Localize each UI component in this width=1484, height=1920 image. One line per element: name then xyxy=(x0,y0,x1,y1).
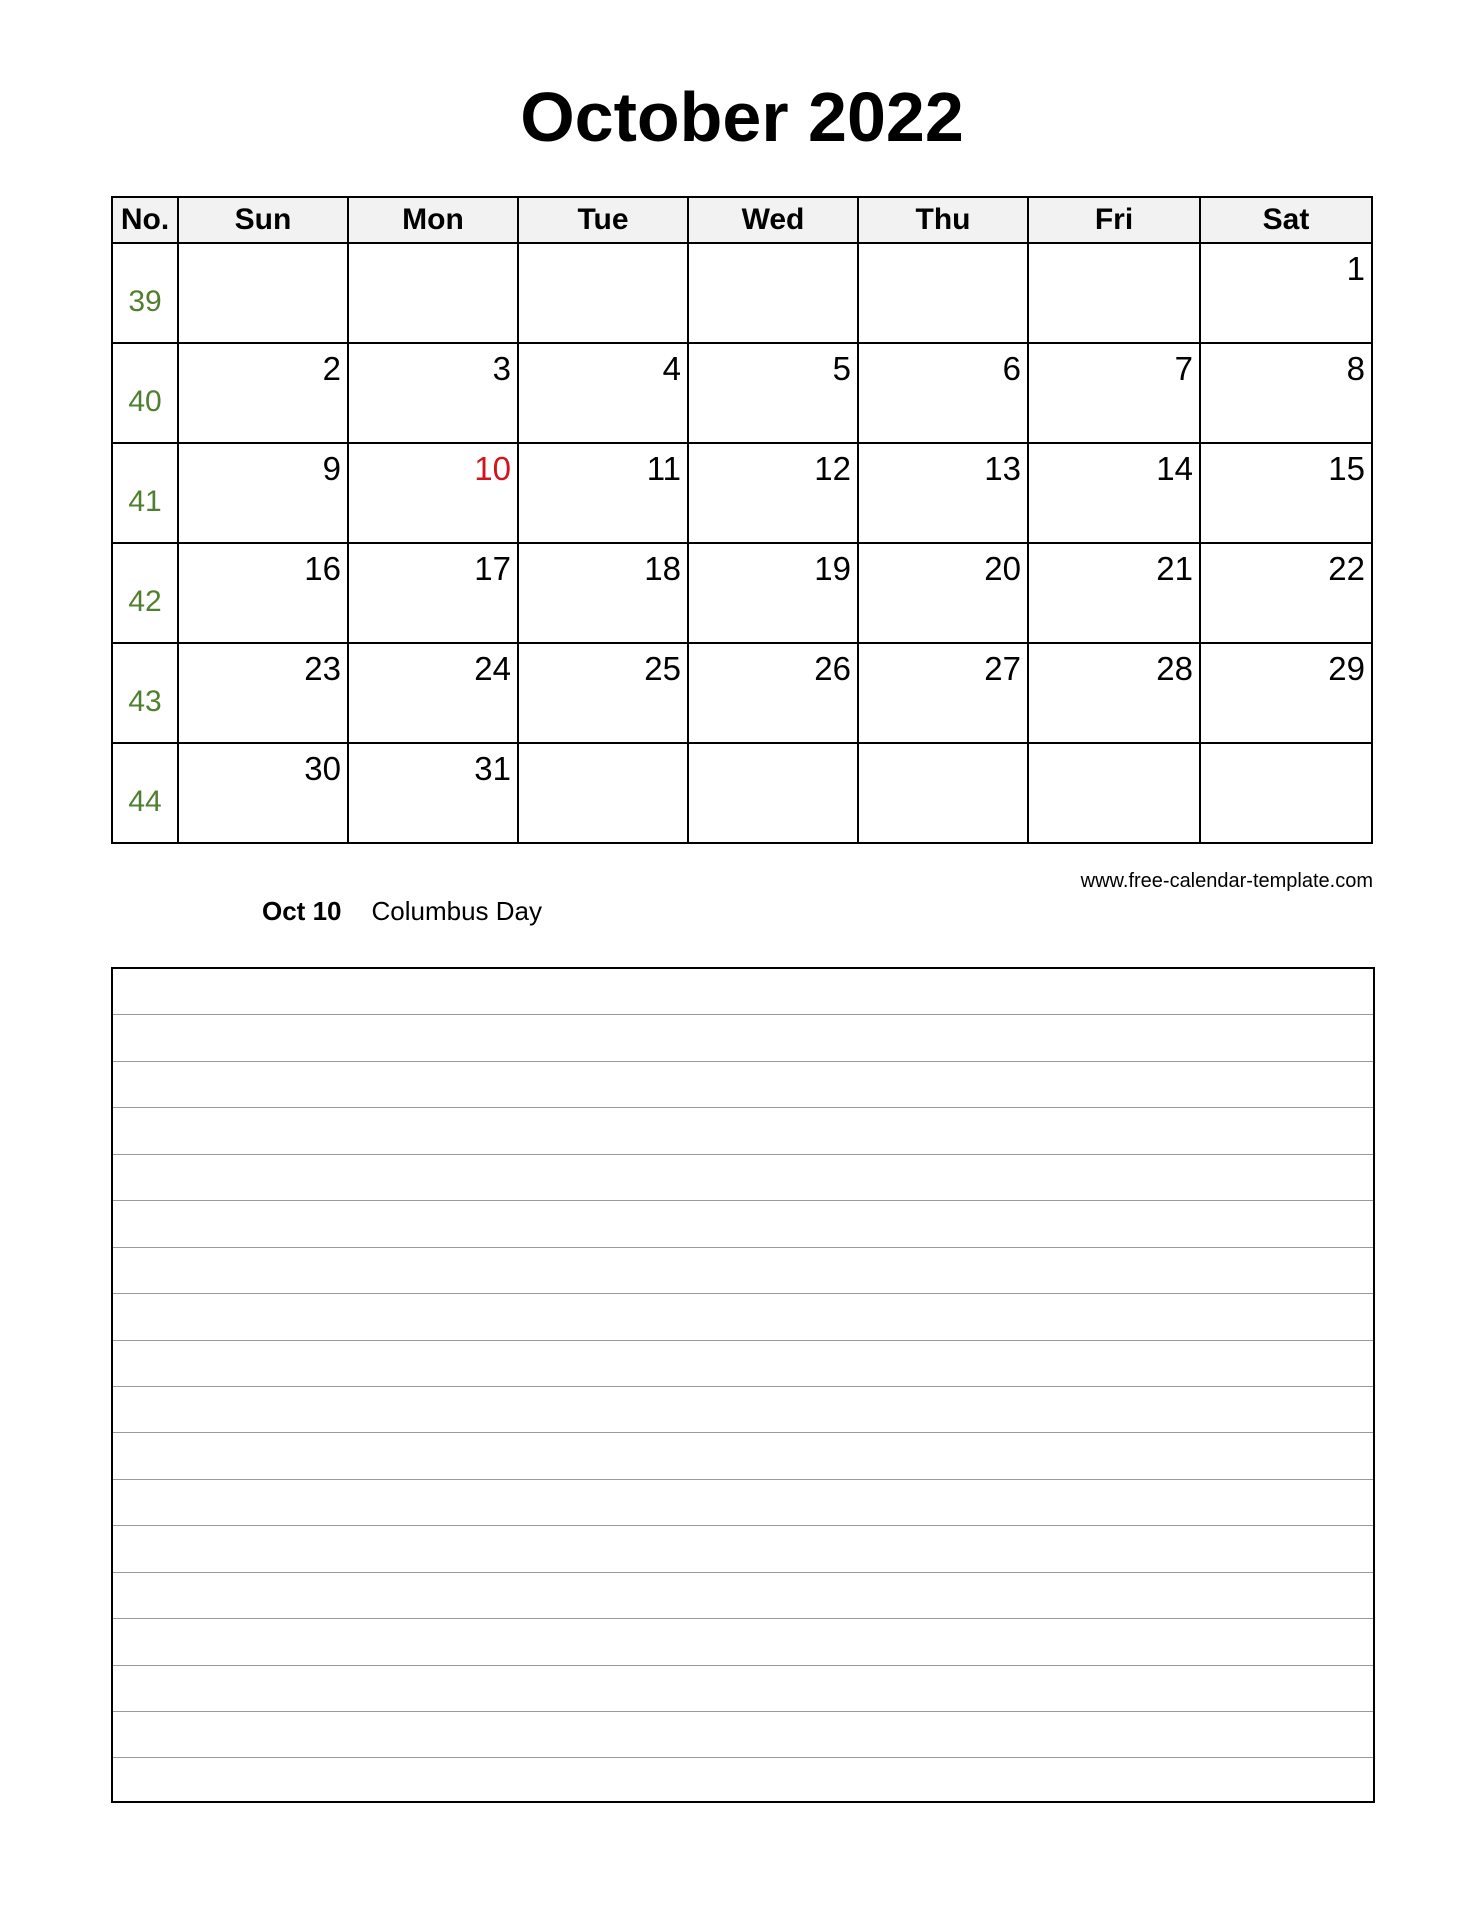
day-cell-fri xyxy=(1028,243,1200,343)
note-line xyxy=(113,1155,1373,1201)
note-line xyxy=(113,1573,1373,1619)
day-cell-tue: 25 xyxy=(518,643,688,743)
day-cell-mon: 10 xyxy=(348,443,518,543)
day-cell-tue xyxy=(518,743,688,843)
day-cell-mon: 3 xyxy=(348,343,518,443)
day-cell-fri: 28 xyxy=(1028,643,1200,743)
calendar-title: October 2022 xyxy=(520,78,964,156)
header-mon: Mon xyxy=(348,197,518,243)
week-row xyxy=(112,243,1372,343)
note-line xyxy=(113,1666,1373,1712)
header-thu: Thu xyxy=(858,197,1028,243)
day-cell-sun: 9 xyxy=(178,443,348,543)
day-cell-thu: 20 xyxy=(858,543,1028,643)
note-line xyxy=(113,1387,1373,1433)
header-wed: Wed xyxy=(688,197,858,243)
note-line xyxy=(113,1712,1373,1758)
day-cell-wed xyxy=(688,743,858,843)
day-cell-tue: 4 xyxy=(518,343,688,443)
website-credit: www.free-calendar-template.com xyxy=(1080,870,1373,892)
day-cell-sun: 2 xyxy=(178,343,348,443)
day-cell-mon xyxy=(348,243,518,343)
day-cell-fri: 21 xyxy=(1028,543,1200,643)
day-cell-sat: 22 xyxy=(1200,543,1372,643)
note-line xyxy=(113,1526,1373,1572)
day-cell-fri xyxy=(1028,743,1200,843)
day-cell-tue: 11 xyxy=(518,443,688,543)
day-cell-wed xyxy=(688,243,858,343)
week-number: 42 xyxy=(112,543,178,643)
header-week-number: No. xyxy=(112,197,178,243)
week-row xyxy=(112,643,1372,743)
day-cell-sun xyxy=(178,243,348,343)
week-number: 44 xyxy=(112,743,178,843)
week-number: 40 xyxy=(112,343,178,443)
day-cell-tue: 18 xyxy=(518,543,688,643)
day-cell-sun: 23 xyxy=(178,643,348,743)
day-cell-sat: 8 xyxy=(1200,343,1372,443)
note-line xyxy=(113,969,1373,1015)
day-cell-thu xyxy=(858,243,1028,343)
day-cell-thu: 13 xyxy=(858,443,1028,543)
event-date: Oct 10 xyxy=(262,896,342,926)
note-line xyxy=(113,1062,1373,1108)
day-cell-mon: 24 xyxy=(348,643,518,743)
day-cell-thu: 6 xyxy=(858,343,1028,443)
header-fri: Fri xyxy=(1028,197,1200,243)
calendar-grid xyxy=(111,196,1373,844)
day-cell-sat xyxy=(1200,743,1372,843)
note-line xyxy=(113,1248,1373,1294)
day-cell-tue xyxy=(518,243,688,343)
note-line xyxy=(113,1433,1373,1479)
day-cell-mon: 31 xyxy=(348,743,518,843)
note-line xyxy=(113,1015,1373,1061)
week-row xyxy=(112,443,1372,543)
day-cell-sat: 15 xyxy=(1200,443,1372,543)
day-cell-sun: 16 xyxy=(178,543,348,643)
notes-area xyxy=(111,967,1375,1803)
note-line xyxy=(113,1480,1373,1526)
note-line xyxy=(113,1201,1373,1247)
event-name: Columbus Day xyxy=(371,896,543,926)
note-line xyxy=(113,1619,1373,1665)
day-cell-fri: 14 xyxy=(1028,443,1200,543)
day-cell-thu xyxy=(858,743,1028,843)
header-sun: Sun xyxy=(178,197,348,243)
event-item xyxy=(262,896,542,927)
weekday-header-row xyxy=(112,197,1372,243)
week-row xyxy=(112,743,1372,843)
header-sat: Sat xyxy=(1200,197,1372,243)
week-row xyxy=(112,343,1372,443)
day-cell-wed: 26 xyxy=(688,643,858,743)
day-cell-fri: 7 xyxy=(1028,343,1200,443)
day-cell-wed: 5 xyxy=(688,343,858,443)
day-cell-wed: 19 xyxy=(688,543,858,643)
day-cell-sat: 1 xyxy=(1200,243,1372,343)
note-line xyxy=(113,1758,1373,1804)
day-cell-sat: 29 xyxy=(1200,643,1372,743)
day-cell-wed: 12 xyxy=(688,443,858,543)
week-number: 43 xyxy=(112,643,178,743)
header-tue: Tue xyxy=(518,197,688,243)
day-cell-sun: 30 xyxy=(178,743,348,843)
week-row xyxy=(112,543,1372,643)
day-cell-mon: 17 xyxy=(348,543,518,643)
week-number: 41 xyxy=(112,443,178,543)
note-line xyxy=(113,1341,1373,1387)
note-line xyxy=(113,1294,1373,1340)
day-cell-thu: 27 xyxy=(858,643,1028,743)
note-line xyxy=(113,1108,1373,1154)
week-number: 39 xyxy=(112,243,178,343)
